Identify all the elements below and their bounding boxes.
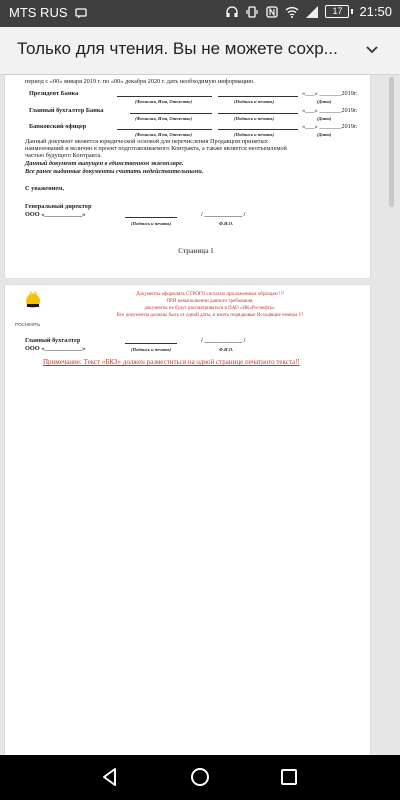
- fio-caption: Ф.И.О.: [219, 347, 234, 352]
- company-placeholder: ООО «____________»: [25, 211, 86, 218]
- caption-sign: (Подпись и печать): [234, 132, 275, 137]
- nfc-icon: [265, 5, 279, 19]
- battery-indicator: [325, 5, 353, 18]
- clock: 21:50: [359, 4, 392, 19]
- fio-caption: Ф.И.О.: [219, 221, 234, 226]
- notice-line-1: Документы оформлять СТРОГО согласно приложенным образцам !!!: [136, 292, 284, 297]
- notice-line-4: Все документы должны быть от одной даты, и иметь порядковые Исходящие номера !!!: [116, 313, 304, 318]
- page-number: Страница 1: [178, 248, 214, 255]
- caption-sign: (Подпись и печать): [234, 116, 275, 121]
- paragraph-line-3: частью будущего Контракта.: [25, 152, 102, 159]
- row-date-president: «___» _______2019г.: [302, 90, 358, 97]
- notice-line-2: ПРИ невыполнении данного требования,: [166, 299, 254, 304]
- read-only-banner[interactable]: Только для чтения. Вы не можете сохр...: [17, 39, 338, 58]
- notice-line-3: документы не будут рассматриваться в ПАО «НК«Роснефть».: [144, 306, 276, 311]
- rosneft-logo: [18, 291, 48, 319]
- caption-name: (Фамилия, Имя, Отчество): [135, 132, 193, 137]
- page-2: [5, 285, 370, 755]
- caption-sign: (Подпись и печать): [234, 99, 275, 104]
- message-icon: [74, 6, 88, 20]
- scrollbar[interactable]: [389, 77, 394, 207]
- status-bar: [0, 0, 400, 27]
- invalidation-note: Все ранее выданные документы считать недействительными.: [25, 168, 204, 175]
- battery-level: 17: [325, 5, 349, 18]
- row-date-accountant: «___» _______2019г.: [302, 107, 358, 114]
- recents-square-icon[interactable]: [277, 765, 301, 789]
- caption-name: (Фамилия, Имя, Отчество): [135, 99, 193, 104]
- chief-accountant-label: Главный бухгалтер: [25, 337, 81, 344]
- signal-icon: [305, 5, 319, 19]
- logo-text: РОСНЕФТЬ: [15, 322, 41, 327]
- document-viewer[interactable]: [0, 75, 400, 755]
- caption-date: (Дата): [317, 116, 332, 121]
- paragraph-line-1: Данный документ является юридической основой для перечисления Продавцом принятых: [25, 138, 268, 145]
- vibrate-icon: [245, 5, 259, 19]
- carrier-label: MTS RUS: [9, 5, 68, 20]
- row-date-officer: «___» _______2019г.: [302, 123, 358, 130]
- caption-date: (Дата): [317, 132, 332, 137]
- signature-caption: (Подпись и печать): [131, 347, 172, 352]
- row-label-accountant: Главный бухгалтер Банка: [29, 107, 104, 114]
- headphones-icon: [225, 5, 239, 19]
- paragraph-line-2: наименований и величин в проект подготавливаемого Контракта, а также является неотъемлемой: [25, 145, 287, 152]
- chevron-down-icon[interactable]: [364, 42, 380, 58]
- fio-slashes: / ____________ /: [201, 211, 246, 218]
- caption-name: (Фамилия, Имя, Отчество): [135, 116, 193, 121]
- caption-date: (Дата): [317, 99, 332, 104]
- row-label-president: Президент Банка: [29, 90, 79, 97]
- regards-text: С уважением,: [25, 185, 65, 192]
- row-label-officer: Банковский офицер: [29, 123, 87, 130]
- intro-text: период с «00» января 2019 г. по «00» декабря 2020 г. дать необходимую информацию.: [25, 78, 255, 85]
- signature-caption: (Подпись и печать): [131, 221, 172, 226]
- home-circle-icon[interactable]: [188, 765, 212, 789]
- general-director-label: Генеральный директор: [25, 203, 92, 210]
- back-triangle-icon[interactable]: [98, 765, 122, 789]
- wifi-icon: [285, 5, 299, 19]
- company-placeholder: ООО «____________»: [25, 345, 86, 352]
- page-1: [5, 75, 370, 278]
- single-copy-note: Данный документ выпущен в единственном экземпляре.: [25, 160, 184, 167]
- app-toolbar: [0, 27, 400, 75]
- fio-slashes: / ____________ /: [201, 337, 246, 344]
- bkz-note: Примечание: Текст «БКЗ» должен разместиться на одной странице печатного текста!!: [43, 358, 300, 366]
- android-nav-bar: [0, 755, 400, 800]
